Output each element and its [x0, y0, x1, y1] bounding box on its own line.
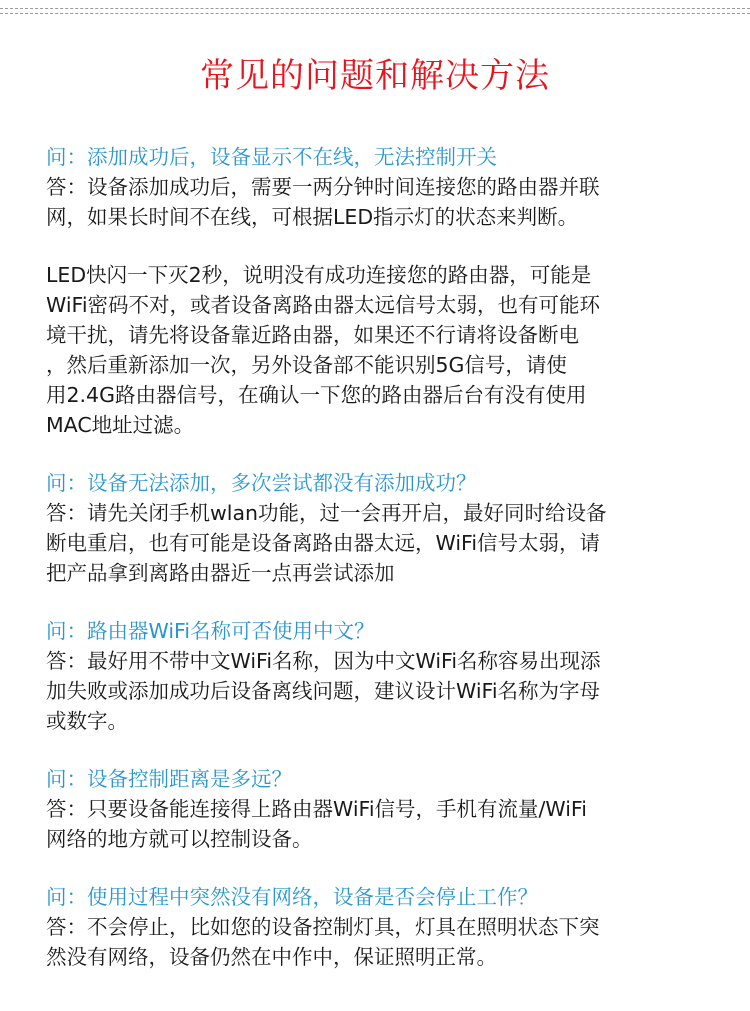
led-note-line: ，然后重新添加一次，另外设备部不能识别5G信号，请使 [46, 353, 567, 377]
faq-question: 问：设备控制距离是多远？ [46, 767, 292, 791]
faq-answer-line: 网，如果长时间不在线，可根据LED指示灯的状态来判断。 [46, 205, 579, 229]
faq-item-network-loss [46, 882, 711, 972]
faq-question: 问：路由器WiFi名称可否使用中文？ [46, 619, 375, 643]
faq-answer-line: 答：只要设备能连接得上路由器WiFi信号，手机有流量/WiFi [46, 797, 587, 821]
led-note-line: LED快闪一下灭2秒，说明没有成功连接您的路由器，可能是 [46, 263, 592, 287]
faq-item-cannot-add [46, 468, 711, 588]
led-note-line: WiFi密码不对，或者设备离路由器太远信号太弱，也有可能环 [46, 293, 601, 317]
led-status-note [46, 260, 711, 440]
faq-item-offline [46, 142, 711, 232]
faq-content [46, 142, 711, 1000]
led-note-line: 用2.4G路由器信号，在确认一下您的路由器后台有没有使用 [46, 383, 587, 407]
faq-answer-line: 答：不会停止，比如您的设备控制灯具，灯具在照明状态下突 [46, 915, 600, 939]
faq-item-wifi-name [46, 616, 711, 736]
faq-answer-line: 断电重启，也有可能是设备离路由器太远，WiFi信号太弱，请 [46, 531, 601, 555]
faq-answer-line: 答：设备添加成功后，需要一两分钟时间连接您的路由器并联 [46, 175, 600, 199]
faq-answer-line: 或数字。 [46, 709, 128, 733]
faq-question: 问：添加成功后，设备显示不在线，无法控制开关 [46, 145, 497, 169]
faq-answer-line: 网络的地方就可以控制设备。 [46, 827, 313, 851]
faq-answer-line: 把产品拿到离路由器近一点再尝试添加 [46, 561, 395, 585]
faq-answer-line: 加失败或添加成功后设备离线问题，建议设计WiFi名称为字母 [46, 679, 601, 703]
faq-question: 问：设备无法添加，多次尝试都没有添加成功？ [46, 471, 477, 495]
faq-answer-line: 答：请先关闭手机wlan功能，过一会再开启，最好同时给设备 [46, 501, 607, 525]
faq-question: 问：使用过程中突然没有网络，设备是否会停止工作？ [46, 885, 538, 909]
page-title: 常见的问题和解决方法 [200, 56, 550, 96]
faq-item-control-distance [46, 764, 711, 854]
led-note-line: 境干扰，请先将设备靠近路由器，如果还不行请将设备断电 [46, 323, 579, 347]
led-note-line: MAC地址过滤。 [46, 413, 195, 437]
faq-answer-line: 答：最好用不带中文WiFi名称，因为中文WiFi名称容易出现添 [46, 649, 601, 673]
top-dashed-border [0, 8, 750, 14]
faq-answer-line: 然没有网络，设备仍然在中作中，保证照明正常。 [46, 945, 497, 969]
